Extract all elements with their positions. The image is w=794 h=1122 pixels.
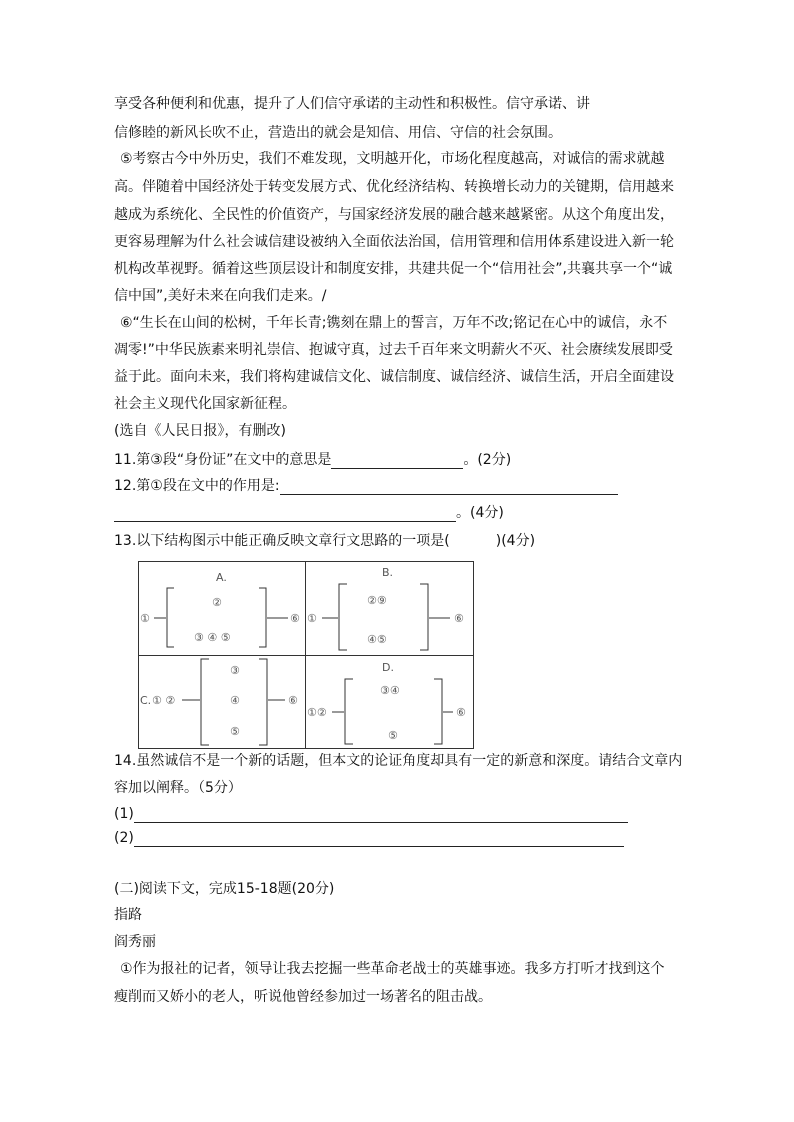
passage-line: 信修睦的新风长吹不止，营造出的就会是知信、用信、守信的社会氛围。: [114, 125, 562, 141]
question-12-line2: [114, 504, 504, 522]
option-c-item: ④: [230, 694, 240, 707]
option-c-label: C.: [140, 694, 152, 707]
option-b-bracket-right: [420, 584, 428, 650]
option-a-left: ①: [140, 612, 150, 625]
answer-blank-14-2[interactable]: [134, 832, 624, 847]
passage-line: 益于此。面向未来，我们将构建诚信文化、诚信制度、诚信经济、诚信生活，开启全面建设: [114, 369, 674, 385]
item-1-label: (1): [114, 806, 134, 822]
passage-line: 高。伴随着中国经济处于转变发展方式、优化经济结构、转换增长动力的关键期，信用越来: [114, 179, 674, 195]
question-13-points: )(4分): [495, 533, 536, 549]
passage-line: 越成为系统化、全民性的价值资产，与国家经济发展的融合越来越紧密。从这个角度出发，: [114, 207, 674, 223]
option-a[interactable]: [140, 571, 300, 647]
structure-diagram-svg: [138, 561, 474, 749]
option-a-bottom: ③ ④ ⑤: [194, 631, 231, 644]
option-d-bracket-left: [345, 679, 353, 744]
question-14-line2: 容加以阐释。（5分）: [114, 780, 242, 796]
passage-line: 机构改革视野。循着这些顶层设计和制度安排，共建共促一个“信用社会”,共襄共享一个“诚: [114, 261, 673, 277]
question-11: [114, 451, 511, 469]
passage-line: 凋零!”中华民族素来明礼崇信、抱诚守真，过去千百年来文明薪火不灭、社会赓续发展即受: [114, 342, 673, 358]
passage-line: 享受各种便利和优惠，提升了人们信守承诺的主动性和积极性。信守承诺、讲: [114, 96, 590, 112]
option-b[interactable]: [307, 566, 464, 650]
article-author: 阎秀丽: [114, 934, 156, 950]
option-b-bracket-left: [339, 584, 347, 650]
answer-line-14-1: [114, 805, 628, 823]
option-c-left: ① ②: [152, 694, 176, 707]
question-12-text: 12.第①段在文中的作用是:: [114, 478, 280, 494]
passage-line: 更容易理解为什么社会诚信建设被纳入全面依法治国，信用管理和信用体系建设进入新一轮: [114, 234, 674, 250]
passage-line: ⑤考察古今中外历史，我们不难发现，文明越开化，市场化程度越高，对诚信的需求就越: [120, 151, 665, 167]
article-paragraph-line: ①作为报社的记者，领导让我去挖掘一些革命老战士的英雄事迹。我多方打听才找到这个: [120, 961, 665, 977]
option-a-label: A.: [216, 571, 227, 584]
article-paragraph-line: 瘦削而又娇小的老人，听说他曾经参加过一场著名的阻击战。: [114, 989, 492, 1005]
structure-diagram: [138, 561, 474, 749]
question-12-points: 。(4分): [456, 505, 504, 521]
source-note: (选自《人民日报》，有删改): [114, 423, 286, 439]
option-b-right: ⑥: [454, 612, 464, 625]
option-a-bracket-left: [167, 588, 174, 647]
question-11-points: 。(2分): [463, 452, 512, 468]
option-c-bracket-right: [259, 659, 267, 745]
question-11-text: 11.第③段“身份证”在文中的意思是: [114, 452, 332, 468]
option-d-top: ③④: [380, 684, 400, 697]
option-d-bracket-right: [434, 679, 442, 744]
passage-line: ⑥“生长在山间的松树，千年长青;镌刻在鼎上的誓言，万年不改;铭记在心中的诚信，永不: [120, 315, 668, 331]
answer-blank-11[interactable]: [331, 454, 463, 469]
answer-blank-12a[interactable]: [280, 480, 618, 495]
option-a-bracket-right: [259, 588, 266, 647]
question-13-text: 13.以下结构图示中能正确反映文章行文思路的一项是(: [114, 533, 450, 549]
option-b-top: ②⑨: [367, 594, 387, 607]
answer-line-14-2: [114, 829, 624, 847]
option-b-label: B.: [382, 566, 394, 579]
option-d-label: D.: [382, 661, 394, 674]
passage-line: 社会主义现代化国家新征程。: [114, 396, 296, 412]
option-c-item: ③: [230, 664, 240, 677]
option-b-left: ①: [307, 612, 317, 625]
option-c-right: ⑥: [288, 694, 298, 707]
item-2-label: (2): [114, 830, 134, 846]
option-b-bottom: ④⑤: [367, 633, 387, 646]
question-12: [114, 477, 618, 495]
answer-blank-12b[interactable]: [114, 507, 456, 522]
option-a-right: ⑥: [290, 612, 300, 625]
option-d-bottom: ⑤: [388, 729, 398, 742]
article-title: 指路: [114, 907, 142, 923]
option-d-left: ①②: [307, 706, 327, 719]
option-c[interactable]: [140, 659, 298, 745]
option-d-right: ⑥: [456, 706, 466, 719]
option-d[interactable]: [307, 661, 466, 744]
answer-blank-14-1[interactable]: [134, 808, 628, 823]
option-c-item: ⑤: [230, 725, 240, 738]
option-c-bracket-left: [201, 659, 209, 745]
question-14: 14.虽然诚信不是一个新的话题，但本文的论证角度却具有一定的新意和深度。请结合文章内: [114, 753, 683, 769]
passage-line: 信中国”,美好未来在向我们走来。/: [114, 288, 327, 304]
section-heading: (二)阅读下文，完成15-18题(20分): [114, 881, 335, 897]
question-13: [114, 532, 535, 550]
option-a-top: ②: [212, 596, 222, 609]
